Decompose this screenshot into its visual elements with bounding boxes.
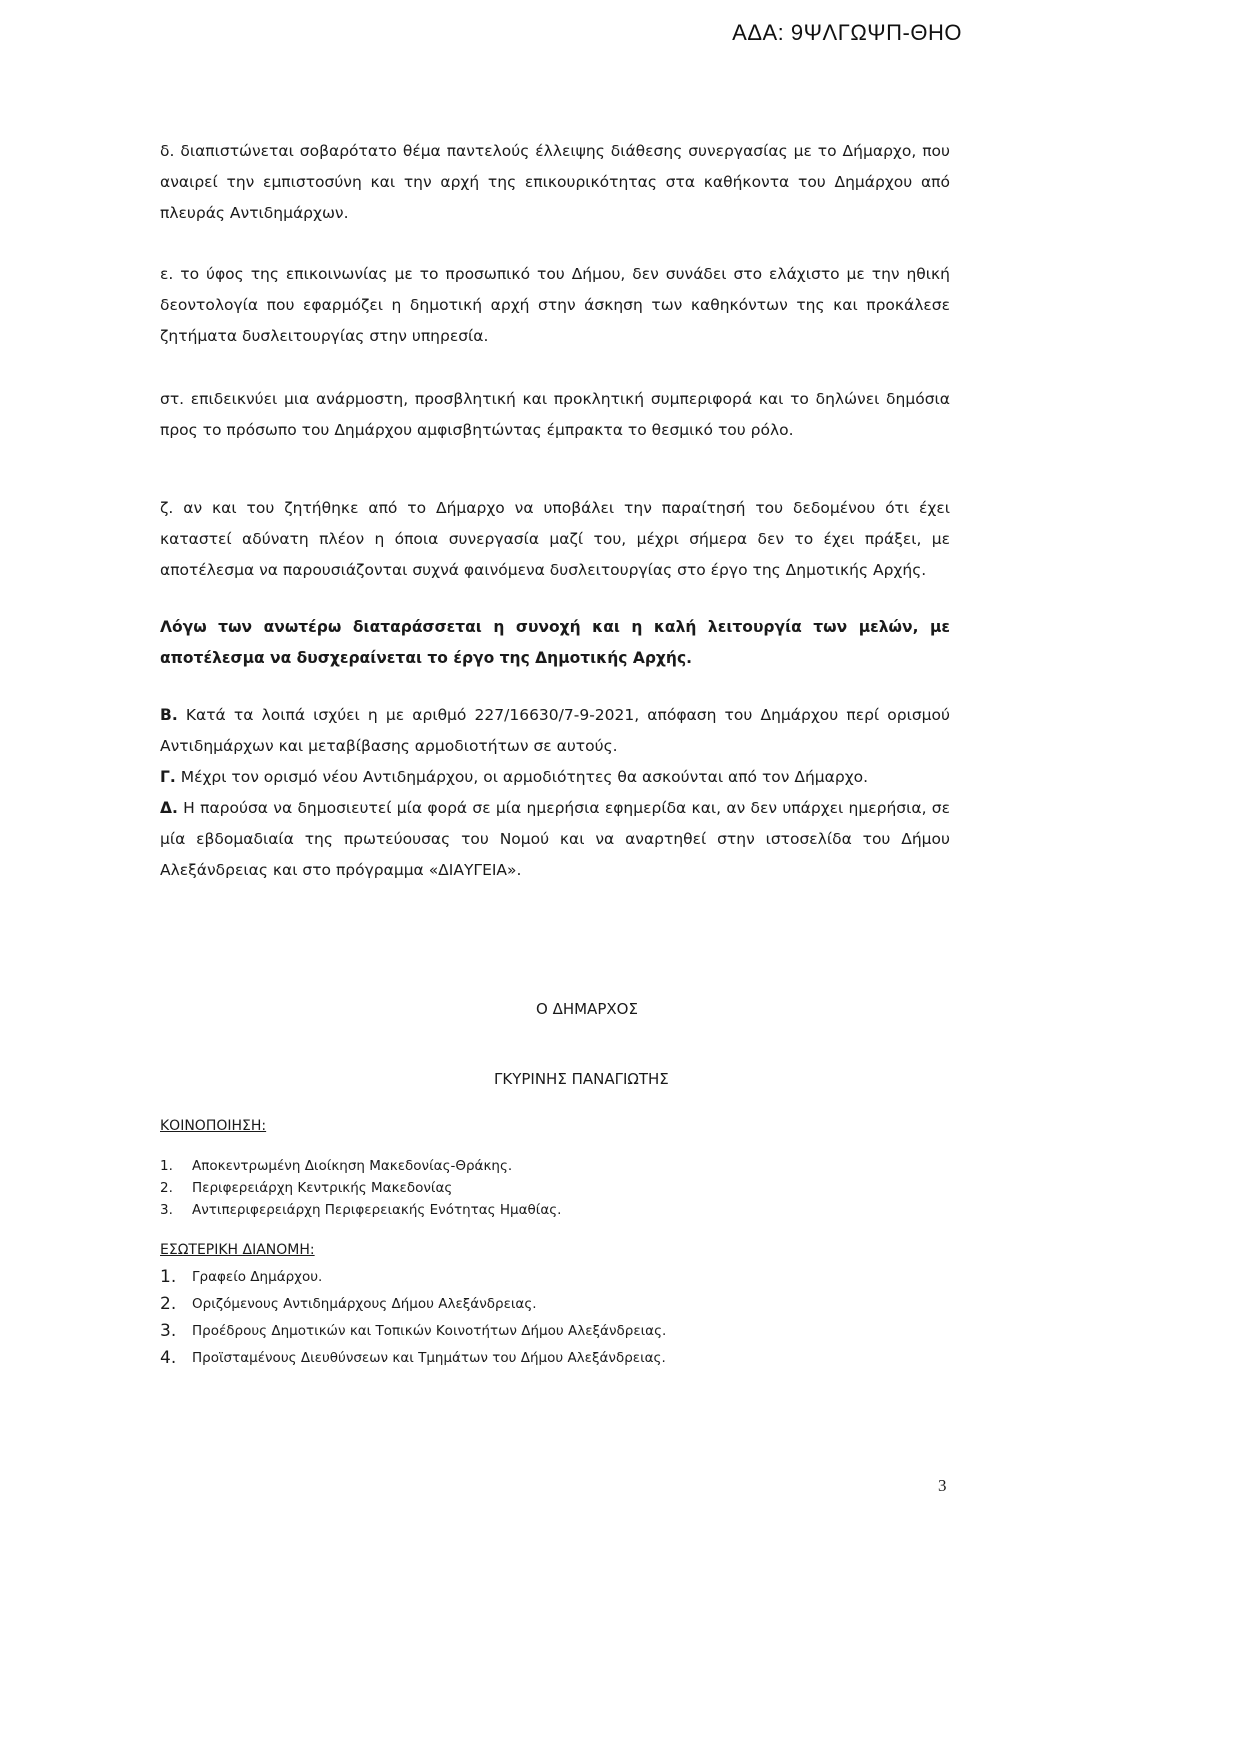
paragraph-b-label: Β.	[160, 706, 178, 724]
list-item-text: Οριζόμενους Αντιδημάρχους Δήμου Αλεξάνδρειας.	[192, 1295, 537, 1312]
list-item-text: Γραφείο Δημάρχου.	[192, 1268, 323, 1285]
paragraph-zeta: ζ. αν και του ζητήθηκε από το Δήμαρχο να υποβάλει την παραίτησή του δεδομένου ότι έχει καταστεί αδύνατη πλέον η όποια συνεργασία μαζί του, μέχρι σήμερα δεν το έχει πράξει, με αποτέλεσμα να παρουσιάζονται συχνά φαινόμενα δυσλειτουργίας στο έργο της Δημοτικής Αρχής.	[160, 499, 950, 579]
list-item-number: 1.	[160, 1158, 173, 1174]
paragraph-b	[160, 700, 950, 762]
list-item-number: 3.	[160, 1320, 177, 1341]
list-item-number: 4.	[160, 1347, 177, 1368]
list-item-text: Προϊσταμένους Διευθύνσεων και Τμημάτων του Δήμου Αλεξάνδρειας.	[192, 1349, 666, 1366]
list-item-number: 2.	[160, 1293, 177, 1314]
list-item-text: Αντιπεριφερειάρχη Περιφερειακής Ενότητας Ημαθίας.	[192, 1202, 562, 1218]
page-number: 3	[938, 1476, 947, 1495]
paragraph-epsilon: ε. το ύφος της επικοινωνίας με το προσωπικό του Δήμου, δεν συνάδει στο ελάχιστο με την ηθική δεοντολογία που εφαρμόζει η δημοτική αρχή στην άσκηση των καθηκόντων της και προκάλεσε ζητήματα δυσλειτουργίας στην υπηρεσία.	[160, 265, 950, 345]
paragraph-conclusion: Λόγω των ανωτέρω διαταράσσεται η συνοχή και η καλή λειτουργία των μελών, με αποτέλεσμα να δυσχεραίνεται το έργο της Δημοτικής Αρχής.	[160, 618, 950, 667]
paragraph-d-label: Δ.	[160, 799, 178, 817]
list-item	[160, 1199, 561, 1221]
signature-name: ΓΚΥΡΙΝΗΣ ΠΑΝΑΓΙΩΤΗΣ	[494, 1070, 669, 1088]
list-item-text: Αποκεντρωμένη Διοίκηση Μακεδονίας-Θράκης.	[192, 1158, 513, 1174]
paragraph-d	[160, 793, 950, 886]
list-item	[160, 1263, 666, 1290]
signature-title: Ο ΔΗΜΑΡΧΟΣ	[536, 1000, 638, 1018]
list-item-text: Περιφερειάρχη Κεντρικής Μακεδονίας	[192, 1180, 453, 1196]
list-item-number: 3.	[160, 1202, 173, 1218]
list-item-number: 1.	[160, 1266, 177, 1287]
esoteriki-dianomi-title: ΕΣΩΤΕΡΙΚΗ ΔΙΑΝΟΜΗ:	[160, 1242, 315, 1258]
list-item-text: Προέδρους Δημοτικών και Τοπικών Κοινοτήτων Δήμου Αλεξάνδρειας.	[192, 1322, 667, 1339]
koinopoiisi-list	[160, 1155, 561, 1221]
paragraph-b-text: Κατά τα λοιπά ισχύει η με αριθμό 227/16630/7-9-2021, απόφαση του Δημάρχου περί ορισμού Αντιδημάρχων και μεταβίβασης αρμοδιοτήτων σε αυτούς.	[160, 706, 950, 755]
paragraph-st: στ. επιδεικνύει μια ανάρμοστη, προσβλητική και προκλητική συμπεριφορά και το δηλώνει δημόσια προς το πρόσωπο του Δημάρχου αμφισβητώντας έμπρακτα το θεσμικό του ρόλο.	[160, 390, 950, 439]
paragraph-g-label: Γ.	[160, 768, 176, 786]
list-item	[160, 1290, 666, 1317]
list-item	[160, 1177, 561, 1199]
paragraph-delta: δ. διαπιστώνεται σοβαρότατο θέμα παντελούς έλλειψης διάθεσης συνεργασίας με το Δήμαρχο, που αναιρεί την εμπιστοσύνη και την αρχή της επικουρικότητας στα καθήκοντα του Δημάρχου από πλευράς Αντιδημάρχων.	[160, 142, 950, 222]
paragraph-g	[160, 762, 950, 793]
list-item	[160, 1317, 666, 1344]
paragraph-d-text: Η παρούσα να δημοσιευτεί μία φορά σε μία ημερήσια εφημερίδα και, αν δεν υπάρχει ημερήσια, σε μία εβδομαδιαία της πρωτεύουσας του Νομού και να αναρτηθεί στην ιστοσελίδα του Δήμου Αλεξάνδρειας και στο πρόγραμμα «ΔΙΑΥΓΕΙΑ».	[160, 799, 950, 879]
ada-code: ΑΔΑ: 9ΨΛΓΩΨΠ-ΘΗΟ	[732, 20, 962, 45]
list-item	[160, 1344, 666, 1371]
document-body	[160, 136, 950, 886]
paragraph-g-text: Μέχρι τον ορισμό νέου Αντιδημάρχου, οι αρμοδιότητες θα ασκούνται από τον Δήμαρχο.	[175, 768, 869, 786]
list-item-number: 2.	[160, 1180, 173, 1196]
koinopoiisi-title: ΚΟΙΝΟΠΟΙΗΣΗ:	[160, 1118, 267, 1134]
esoteriki-dianomi-list	[160, 1263, 666, 1371]
list-item	[160, 1155, 561, 1177]
